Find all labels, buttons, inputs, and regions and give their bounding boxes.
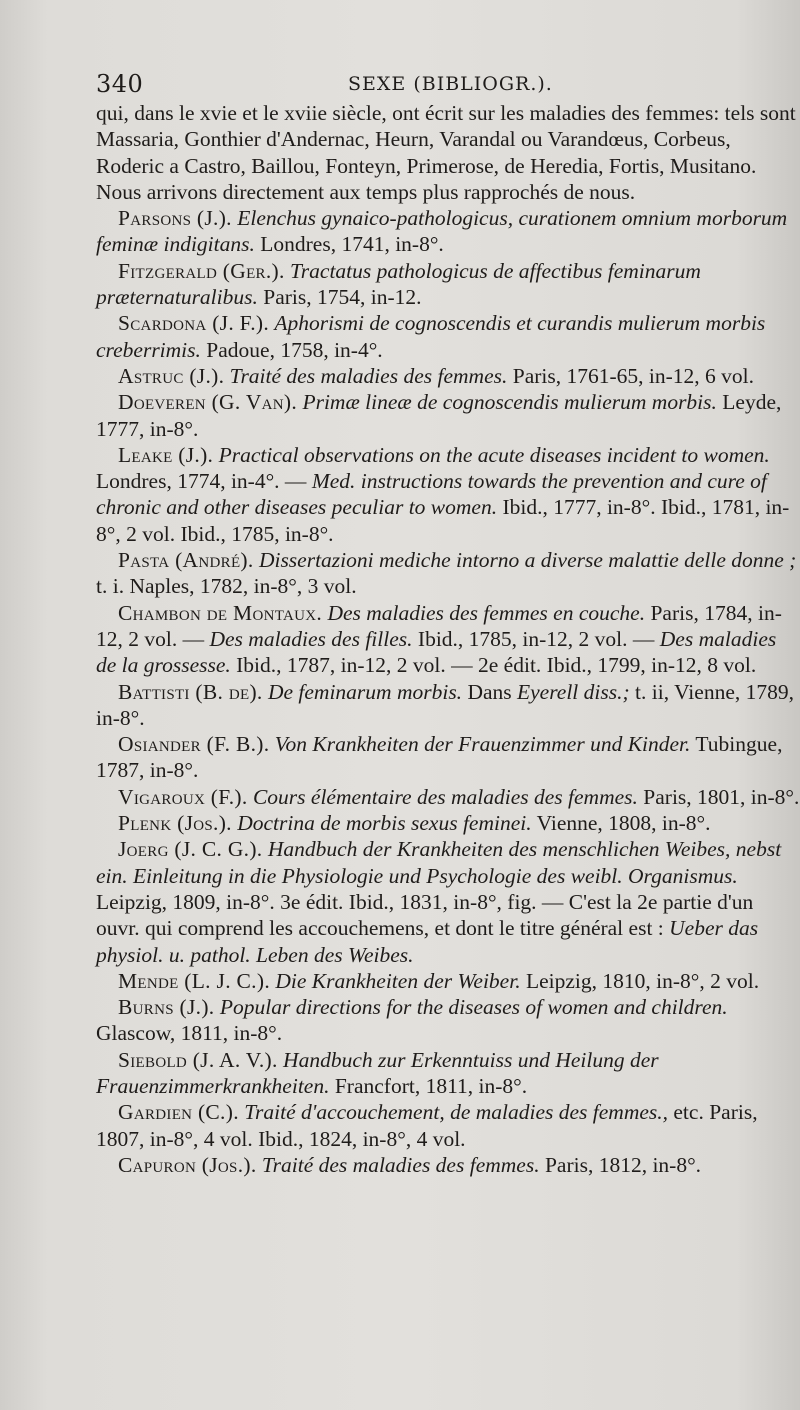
entry-title: Die Krankheiten der Weiber. (275, 968, 521, 993)
entry-publication: Dans (467, 679, 512, 704)
entry-title: Popular directions for the diseases of women and children. (219, 995, 728, 1020)
entry-title: Traité des maladies des femmes. (261, 1152, 540, 1177)
entry-publication-second: Ibid., 1785, in-12, 2 vol. — (417, 626, 655, 651)
entry-author: Battisti (B. de). (118, 679, 263, 704)
bibliography-entry (96, 1152, 800, 1178)
entry-title-second: Eyerell diss.; (517, 679, 630, 704)
entry-author: Capuron (Jos.). (118, 1152, 257, 1177)
running-head: SEXE (BIBLIOGR.). (348, 73, 553, 95)
entry-publication: Leyde, 1777, in-8°. (96, 390, 782, 441)
bibliography-entry (96, 810, 800, 836)
page-number: 340 (96, 70, 144, 98)
entry-publication: Padoue, 1758, in-4°. (206, 337, 383, 362)
entry-title: Cours élémentaire des maladies des femmes. (252, 784, 638, 809)
entry-author: Fitzgerald (Ger.). (118, 258, 285, 283)
entry-publication: Leipzig, 1810, in-8°, 2 vol. (525, 968, 760, 993)
entry-title-second: Des maladies des filles. (209, 626, 413, 651)
entry-publication: Paris, 1754, in-12. (263, 285, 422, 310)
entry-title: Elenchus gynaico-pathologicus, curationem omnium morborum feminæ indigitans. (96, 206, 788, 257)
entry-title-second: Med. instructions towards the prevention and cure of chronic and other diseases peculiar to women. (96, 469, 767, 520)
entry-publication: Londres, 1774, in-4°. — (96, 469, 307, 494)
bibliography-entry (96, 784, 800, 810)
entry-title: Primæ lineæ de cognoscendis mulierum morbis. (302, 390, 717, 415)
entry-title: Traité d'accouchement, de maladies des femmes., (244, 1100, 669, 1125)
entry-title: Traité des maladies des femmes. (229, 363, 508, 388)
entry-title: Handbuch der Krankheiten des menschlichen Weibes, nebst ein. Einleitung in die Physiologie und Psychologie des weibl. Organismus. (96, 837, 782, 888)
entry-publication: Vienne, 1808, in-8°. (536, 811, 711, 836)
entry-author: Joerg (J. C. G.). (118, 837, 263, 862)
entry-title-second: Ueber das physiol. u. pathol. Leben des Weibes. (96, 916, 759, 967)
entry-author: Burns (J.). (118, 995, 215, 1020)
entry-publication-third: Ibid., 1787, in-12, 2 vol. — 2e édit. Ibid., 1799, in-12, 8 vol. (236, 653, 757, 678)
bibliography-text (96, 100, 800, 1178)
bibliography-entry (96, 389, 800, 442)
bibliography-entry (96, 547, 800, 600)
entry-author: Vigaroux (F.). (118, 784, 248, 809)
page-header (0, 66, 800, 102)
entry-publication: Paris, 1784, in-12, 2 vol. — (96, 600, 782, 651)
entry-title: Aphorismi de cognoscendis et curandis mulierum morbis creberrimis. (96, 311, 766, 362)
entry-author: Mende (L. J. C.). (118, 968, 270, 993)
entry-author: Scardona (J. F.). (118, 311, 270, 336)
entry-author: Plenk (Jos.). (118, 811, 232, 836)
entry-author: Osiander (F. B.). (118, 732, 270, 757)
entry-publication: Leipzig, 1809, in-8°. 3e édit. Ibid., 1831, in-8°, fig. — C'est la 2e partie d'un ouvr. qui comprend les accouchemens, et dont le titre général est : (96, 889, 754, 941)
entry-title: Handbuch zur Erkenntuiss und Heilung der Frauenzimmerkrankheiten. (96, 1047, 659, 1098)
bibliography-entry (96, 600, 800, 679)
bibliography-entry (96, 968, 800, 994)
entry-publication: Tubingue, 1787, in-8°. (96, 732, 783, 783)
entry-publication: Paris, 1812, in-8°. (544, 1152, 702, 1177)
entry-title: Practical observations on the acute diseases incident to women. (218, 442, 770, 467)
entry-title: Doctrina de morbis sexus feminei. (237, 811, 532, 836)
entry-title: Des maladies des femmes en couche. (327, 600, 646, 625)
entry-title: De feminarum morbis. (267, 679, 463, 704)
entry-publication: Londres, 1741, in-8°. (260, 232, 444, 257)
entry-author: Parsons (J.). (118, 206, 232, 231)
bibliography-entry (96, 731, 800, 784)
entry-title-third: Des maladies de la grossesse. (96, 626, 777, 678)
bibliography-entry (96, 679, 800, 732)
bibliography-entry (96, 205, 800, 258)
entry-publication: Paris, 1761-65, in-12, 6 vol. (512, 363, 755, 388)
entry-publication: t. i. Naples, 1782, in-8°, 3 vol. (96, 574, 357, 599)
bibliography-entry (96, 994, 800, 1047)
entry-title: Von Krankheiten der Frauenzimmer und Kinder. (274, 732, 691, 757)
entry-author: Astruc (J.). (118, 363, 225, 388)
bibliography-entry (96, 258, 800, 311)
bibliography-entry (96, 1099, 800, 1152)
bibliography-entry (96, 442, 800, 547)
bibliography-entry (96, 363, 800, 389)
entry-title: Dissertazioni mediche intorno a diverse malattie delle donne ; (258, 548, 797, 573)
bibliography-entry (96, 836, 800, 967)
entry-publication: Francfort, 1811, in-8°. (334, 1073, 528, 1098)
entry-title: Tractatus pathologicus de affectibus feminarum præternaturalibus. (96, 258, 701, 310)
entry-author: Doeveren (G. Van). (118, 390, 298, 415)
entry-publication: Paris, 1801, in-8°. (643, 784, 800, 809)
intro-paragraph: qui, dans le xvie et le xviie siècle, ont écrit sur les maladies des femmes: tels sont Massaria, Gonthier d'Andernac, Heurn, Varandal ou Varandœus, Corbeus, Roderic a Castro, Baillou, Fonteyn, Primerose, de Heredia, Fortis, Musitano. Nous arrivons directement aux temps plus rapprochés de nous. (96, 101, 796, 204)
entry-author: Chambon de Montaux. (118, 600, 323, 625)
bibliography-entry (96, 310, 800, 363)
entry-publication-second: t. ii, Vienne, 1789, in-8°. (96, 679, 794, 730)
entry-author: Siebold (J. A. V.). (118, 1047, 278, 1072)
entry-publication: etc. Paris, 1807, in-8°, 4 vol. Ibid., 1824, in-8°, 4 vol. (96, 1100, 758, 1151)
entry-author: Pasta (André). (118, 548, 254, 573)
entry-author: Leake (J.). (118, 442, 214, 467)
bibliography-entry (96, 1047, 800, 1100)
entry-publication-second: Ibid., 1777, in-8°. Ibid., 1781, in-8°, 2 vol. Ibid., 1785, in-8°. (96, 495, 790, 546)
entry-author: Gardien (C.). (118, 1100, 239, 1125)
entry-publication: Glascow, 1811, in-8°. (96, 1021, 283, 1046)
